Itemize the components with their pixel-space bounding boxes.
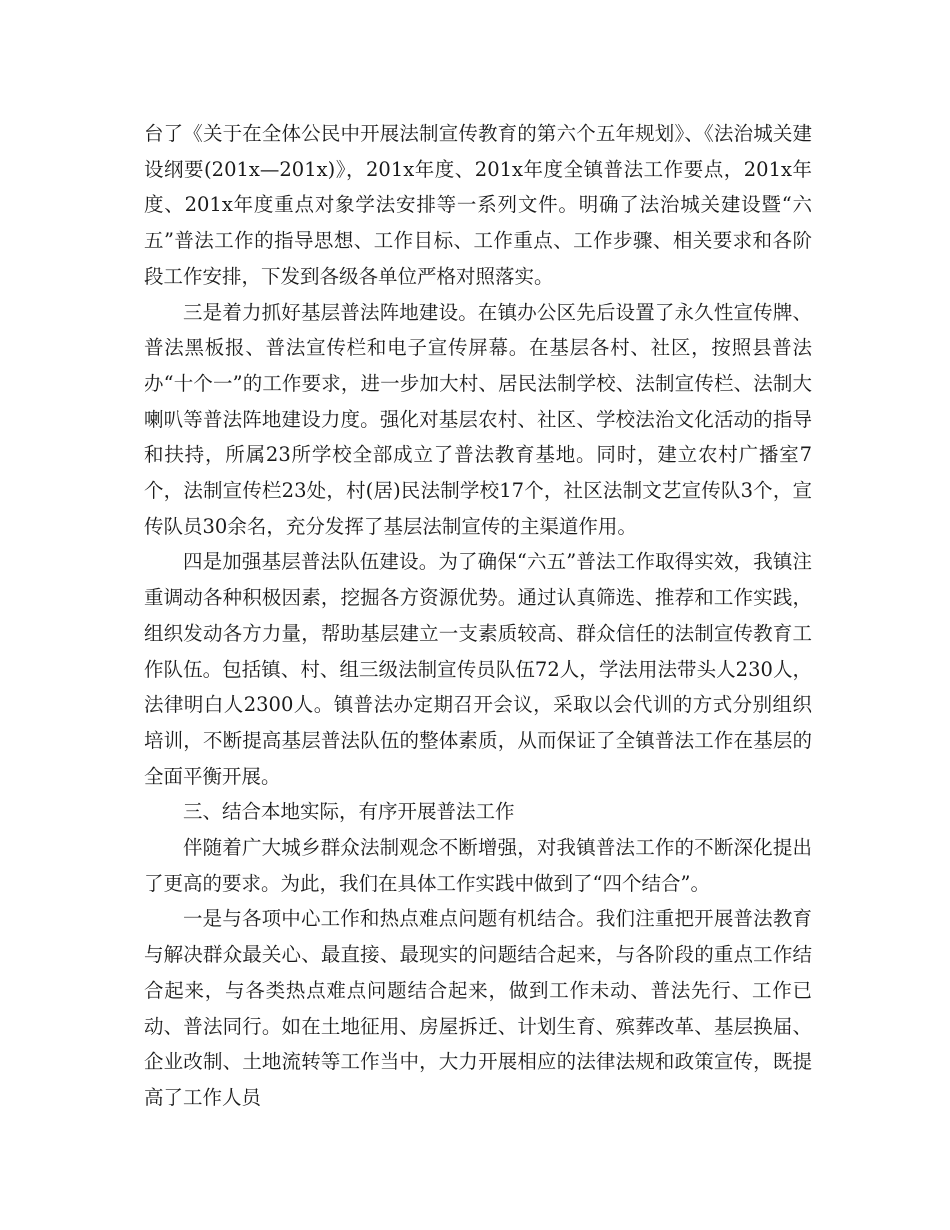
paragraph-grassroots-team: 四是加强基层普法队伍建设。为了确保“六五”普法工作取得实效，我镇注重调动各种积极因素，挖掘各方资源优势。通过认真筛选、推荐和工作实践，组织发动各方力量，帮助基层建立一支素质较高、群众信任的法制宣传教育工作队伍。包括镇、村、组三级法制宣传员队伍72人，学法用法带头人230人，法律明白人2300人。镇普法办定期召开会议，采取以会代训的方式分别组织培训，不断提高基层普法队伍的整体素质，从而保证了全镇普法工作在基层的全面平衡开展。 [144,550,812,788]
document-page [144,116,812,1116]
paragraph-four-combinations: 伴随着广大城乡群众法制观念不断增强，对我镇普法工作的不断深化提出了更高的要求。为此，我们在具体工作实践中做到了“四个结合”。 [144,836,812,895]
section-heading: 三、结合本地实际，有序开展普法工作 [183,800,515,824]
paragraph-grassroots-venues: 三是着力抓好基层普法阵地建设。在镇办公区先后设置了永久性宣传牌、普法黑板报、普法宣传栏和电子宣传屏幕。在基层各村、社区，按照县普法办“十个一”的工作要求，进一步加大村、居民法制学校、法制宣传栏、法制大喇叭等普法阵地建设力度。强化对基层农村、社区、学校法治文化活动的指导和扶持，所属23所学校全部成立了普法教育基地。同时，建立农村广播室7个，法制宣传栏23处，村(居)民法制学校17个，社区法制文艺宣传队3个，宣传队员30余名，充分发挥了基层法制宣传的主渠道作用。 [144,300,812,538]
paragraph-continuation: 台了《关于在全体公民中开展法制宣传教育的第六个五年规划》、《法治城关建设纲要(201x—201x)》，201x年度、201x年度全镇普法工作要点，201x年度、201x年度重点对象学法安排等一系列文件。明确了法治城关建设暨“六五”普法工作的指导思想、工作目标、工作重点、工作步骤、相关要求和各阶段工作安排，下发到各级各单位严格对照落实。 [144,122,812,288]
paragraph-central-work: 一是与各项中心工作和热点难点问题有机结合。我们注重把开展普法教育与解决群众最关心、最直接、最现实的问题结合起来，与各阶段的重点工作结合起来，与各类热点难点问题结合起来，做到工作未动、普法先行、工作已动、普法同行。如在土地征用、房屋拆迁、计划生育、殡葬改革、基层换届、企业改制、土地流转等工作当中，大力开展相应的法律法规和政策宣传，既提高了工作人员 [144,907,812,1109]
